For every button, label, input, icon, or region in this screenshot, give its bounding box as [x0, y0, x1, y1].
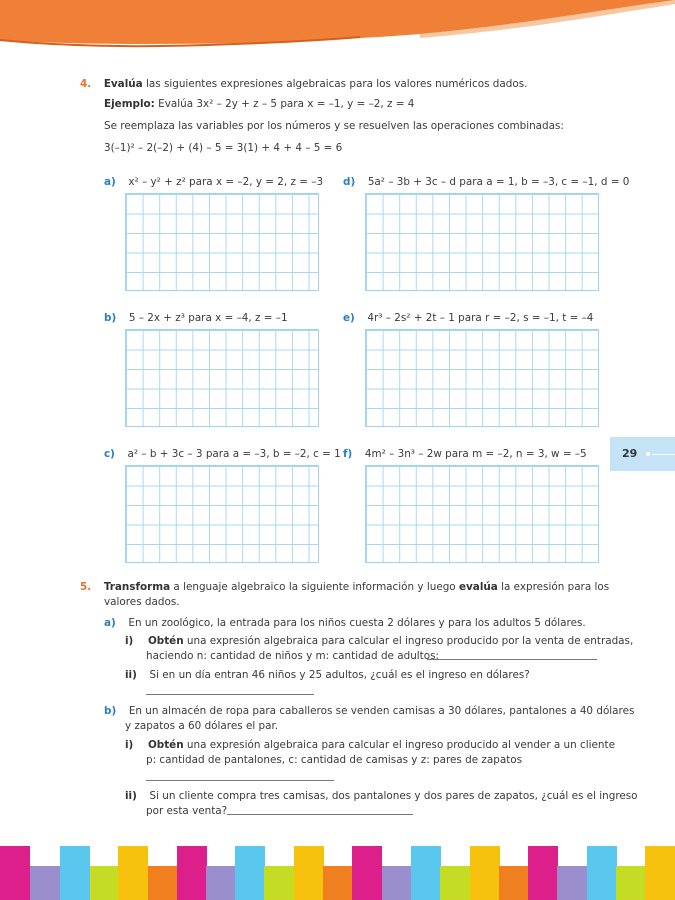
item-e-expression: 4r³ – 2s² + 2t – 1 para r = –2, s = –1, t = –4	[367, 312, 594, 324]
item-5b-ii-text: Si un cliente compra tres camisas, dos pantalones y dos pares de zapatos, ¿cuál es el ingreso	[149, 790, 638, 802]
grid-d[interactable]	[365, 193, 599, 291]
item-5b-text: En un almacén de ropa para caballeros se venden camisas a 30 dólares, pantalones a 40 dólares	[128, 705, 635, 717]
footer-bar	[148, 866, 178, 900]
item-b	[104, 311, 288, 325]
item-f-label: f)	[343, 448, 353, 460]
footer-bar	[118, 846, 148, 900]
footer-bar	[411, 846, 441, 900]
example-label: Ejemplo:	[104, 98, 155, 110]
answer-line-5b-ii[interactable]	[227, 814, 413, 815]
item-5b-i	[125, 738, 615, 752]
example-expression: 3x² – 2y + z – 5 para x = –1, y = –2, z = 4	[193, 98, 415, 110]
footer-bar	[645, 846, 675, 900]
exercise-5-text-end: la expresión para los	[497, 581, 610, 593]
item-5a-text: En un zoológico, la entrada para los niños cuesta 2 dólares y para los adultos 5 dólares.	[128, 617, 586, 629]
item-5a-i-label: i)	[125, 635, 134, 647]
item-5a-ii-text: Si en un día entran 46 niños y 25 adultos, ¿cuál es el ingreso en dólares?	[149, 669, 530, 681]
item-c	[104, 447, 341, 461]
page-number-tab	[610, 437, 675, 471]
item-5b-ii-label: ii)	[125, 790, 137, 802]
item-a	[104, 175, 323, 189]
footer-bar	[264, 866, 294, 900]
item-5b-text2: y zapatos a 60 dólares el par.	[125, 720, 279, 732]
footer-bar	[587, 846, 617, 900]
footer-bar	[60, 846, 90, 900]
exercise-4-number: 4.	[80, 78, 92, 90]
item-5a-ii-label: ii)	[125, 669, 137, 681]
item-a-label: a)	[104, 176, 116, 188]
exercise-5-verb-evalua: evalúa	[458, 581, 498, 593]
answer-line-5a-ii[interactable]	[146, 694, 314, 695]
exercise-5-line2: valores dados.	[104, 596, 180, 608]
item-5b-i-verb: Obtén	[147, 739, 184, 751]
footer-bar	[235, 846, 265, 900]
replace-instruction: Se reemplaza las variables por los números y se resuelven las operaciones combinadas:	[104, 120, 564, 132]
footer-bar	[206, 866, 236, 900]
item-5b-i-text2: p: cantidad de pantalones, c: cantidad de camisas y z: pares de zapatos	[146, 754, 523, 766]
item-5a-i-text: una expresión algebraica para calcular el ingreso producido por la venta de entradas,	[183, 635, 634, 647]
grid-b[interactable]	[125, 329, 319, 427]
item-d-expression: 5a² – 3b + 3c – d para a = 1, b = –3, c = –1, d = 0	[367, 176, 630, 188]
item-f-expression: 4m² – 3n³ – 2w para m = –2, n = 3, w = –5	[364, 448, 587, 460]
item-5b-ii-text2: por esta venta?	[146, 805, 228, 817]
item-b-expression: 5 – 2x + z³ para x = –4, z = –1	[128, 312, 288, 324]
footer-bar	[90, 866, 120, 900]
item-5b	[104, 704, 634, 718]
item-b-label: b)	[104, 312, 117, 324]
item-e-label: e)	[343, 312, 355, 324]
item-f	[343, 447, 587, 461]
exercise-5-verb-transforma: Transforma	[103, 581, 171, 593]
exercise-4-verb: Evalúa	[103, 78, 143, 90]
footer-bar	[352, 846, 382, 900]
footer-bar	[616, 866, 646, 900]
header-orange-band	[0, 0, 675, 50]
item-5b-i-label: i)	[125, 739, 134, 751]
example-line	[104, 97, 414, 111]
footer-bar	[470, 846, 500, 900]
grid-e[interactable]	[365, 329, 599, 427]
footer-bar	[528, 846, 558, 900]
exercise-5-number: 5.	[80, 581, 92, 593]
item-c-expression: a² – b + 3c – 3 para a = –3, b = –2, c = 1	[127, 448, 341, 460]
exercise-5-title	[80, 580, 609, 594]
answer-line-5b-i[interactable]	[146, 780, 334, 781]
page-tab-dot	[646, 452, 650, 456]
footer-bar	[382, 866, 412, 900]
footer-bar	[0, 846, 30, 900]
grid-c[interactable]	[125, 465, 319, 563]
item-d	[343, 175, 629, 189]
footer-bar	[323, 866, 353, 900]
exercise-5-text-mid: a lenguaje algebraico la siguiente información y luego	[170, 581, 459, 593]
item-e	[343, 311, 593, 325]
footer-bar	[177, 846, 207, 900]
page-number: 29	[622, 447, 638, 460]
item-5a	[104, 616, 586, 630]
footer-bar	[30, 866, 60, 900]
exercise-4-text: las siguientes expresiones algebraicas para los valores numéricos dados.	[142, 78, 528, 90]
exercise-4-title	[80, 77, 527, 91]
item-5a-i-text2: haciendo n: cantidad de niños y m: cantidad de adultos:	[146, 650, 440, 662]
grid-a[interactable]	[125, 193, 319, 291]
page-tab-line	[652, 454, 675, 455]
item-d-label: d)	[343, 176, 356, 188]
item-5a-ii	[125, 668, 530, 682]
footer-bar	[294, 846, 324, 900]
item-c-label: c)	[104, 448, 115, 460]
footer-bar	[440, 866, 470, 900]
item-5b-ii	[125, 789, 638, 803]
answer-line-5a-i[interactable]	[427, 659, 597, 660]
item-5a-i	[125, 634, 633, 648]
item-5a-label: a)	[104, 617, 116, 629]
item-5b-label: b)	[104, 705, 117, 717]
example-solution: 3(–1)² – 2(–2) + (4) – 5 = 3(1) + 4 + 4 – 5 = 6	[104, 142, 343, 154]
footer-bar	[499, 866, 529, 900]
item-a-expression: x² – y² + z² para x = –2, y = 2, z = –3	[128, 176, 324, 188]
item-5a-i-verb: Obtén	[147, 635, 184, 647]
example-verb: Evalúa	[158, 98, 194, 110]
footer-bar	[557, 866, 587, 900]
item-5b-i-text: una expresión algebraica para calcular el ingreso producido al vender a un cliente	[183, 739, 615, 751]
grid-f[interactable]	[365, 465, 599, 563]
